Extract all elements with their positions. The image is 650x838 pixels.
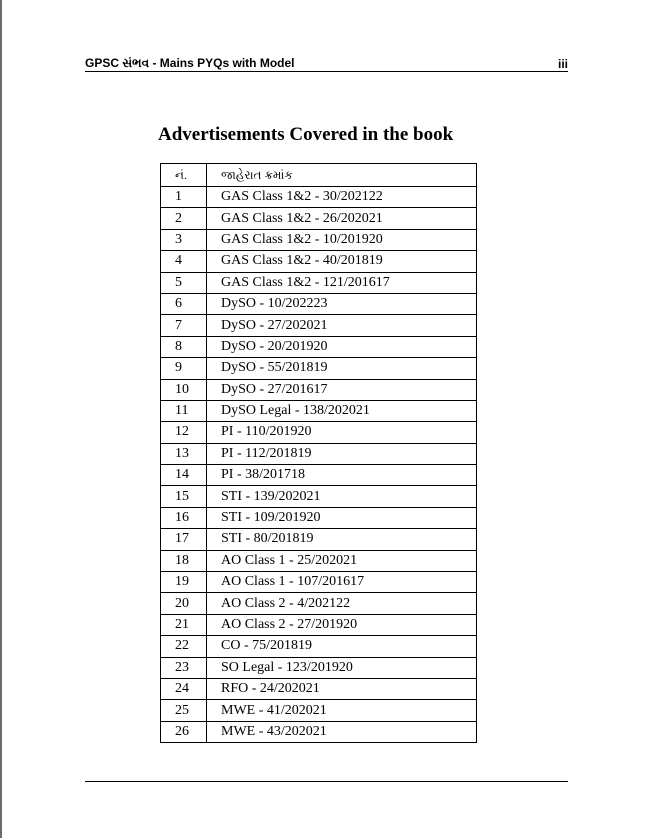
advertisement-number: MWE - 41/202021 (207, 700, 477, 721)
advertisement-number: PI - 112/201819 (207, 443, 477, 464)
table-row (161, 251, 477, 272)
header-rule (85, 71, 568, 72)
row-number: 24 (161, 678, 207, 699)
advertisement-number: STI - 109/201920 (207, 507, 477, 528)
advertisement-number: AO Class 2 - 27/201920 (207, 614, 477, 635)
advertisement-number: PI - 38/201718 (207, 465, 477, 486)
advertisement-number: DySO - 27/202021 (207, 315, 477, 336)
table-header-row (161, 164, 477, 187)
advertisement-number: GAS Class 1&2 - 26/202021 (207, 208, 477, 229)
row-number: 22 (161, 636, 207, 657)
table-row (161, 465, 477, 486)
table-row (161, 614, 477, 635)
table-row (161, 486, 477, 507)
row-number: 13 (161, 443, 207, 464)
row-number: 7 (161, 315, 207, 336)
running-header (85, 56, 568, 71)
advertisement-number: PI - 110/201920 (207, 422, 477, 443)
table-row (161, 529, 477, 550)
advertisement-number: DySO Legal - 138/202021 (207, 400, 477, 421)
header-title: GPSC સંભવ - Mains PYQs with Model (85, 56, 295, 70)
row-number: 14 (161, 465, 207, 486)
table-row (161, 400, 477, 421)
advertisement-number: GAS Class 1&2 - 10/201920 (207, 229, 477, 250)
row-number: 12 (161, 422, 207, 443)
table-row (161, 593, 477, 614)
table-row (161, 657, 477, 678)
table-row (161, 678, 477, 699)
row-number: 9 (161, 358, 207, 379)
page-title: Advertisements Covered in the book (158, 124, 454, 145)
table-row (161, 550, 477, 571)
row-number: 15 (161, 486, 207, 507)
table-row (161, 208, 477, 229)
advertisement-number: CO - 75/201819 (207, 636, 477, 657)
row-number: 10 (161, 379, 207, 400)
advertisement-number: DySO - 10/202223 (207, 293, 477, 314)
row-number: 20 (161, 593, 207, 614)
row-number: 21 (161, 614, 207, 635)
advertisement-number: GAS Class 1&2 - 40/201819 (207, 251, 477, 272)
table-row (161, 315, 477, 336)
row-number: 3 (161, 229, 207, 250)
page-number: iii (557, 57, 568, 71)
table-body (161, 187, 477, 743)
table-row (161, 293, 477, 314)
advertisement-number: DySO - 20/201920 (207, 336, 477, 357)
column-header-number: નં. (161, 164, 207, 187)
advertisements-table (160, 163, 477, 743)
table-row (161, 336, 477, 357)
row-number: 23 (161, 657, 207, 678)
column-header-advertisement: જાહેરાત ક્રમાંક (207, 164, 477, 187)
row-number: 16 (161, 507, 207, 528)
row-number: 8 (161, 336, 207, 357)
row-number: 18 (161, 550, 207, 571)
row-number: 6 (161, 293, 207, 314)
advertisement-number: DySO - 55/201819 (207, 358, 477, 379)
row-number: 1 (161, 187, 207, 208)
table-row (161, 507, 477, 528)
advertisement-number: GAS Class 1&2 - 30/202122 (207, 187, 477, 208)
advertisement-number: STI - 80/201819 (207, 529, 477, 550)
table-row (161, 272, 477, 293)
table-row (161, 379, 477, 400)
row-number: 11 (161, 400, 207, 421)
advertisement-number: AO Class 1 - 107/201617 (207, 572, 477, 593)
advertisement-number: AO Class 2 - 4/202122 (207, 593, 477, 614)
table-row (161, 700, 477, 721)
advertisement-number: RFO - 24/202021 (207, 678, 477, 699)
row-number: 2 (161, 208, 207, 229)
row-number: 19 (161, 572, 207, 593)
row-number: 17 (161, 529, 207, 550)
table-row (161, 358, 477, 379)
table-row (161, 721, 477, 742)
advertisement-number: DySO - 27/201617 (207, 379, 477, 400)
table-row (161, 443, 477, 464)
table-row (161, 229, 477, 250)
advertisement-number: AO Class 1 - 25/202021 (207, 550, 477, 571)
advertisement-number: MWE - 43/202021 (207, 721, 477, 742)
row-number: 4 (161, 251, 207, 272)
advertisement-number: STI - 139/202021 (207, 486, 477, 507)
table-row (161, 572, 477, 593)
footer-rule (85, 781, 568, 782)
table-row (161, 187, 477, 208)
row-number: 5 (161, 272, 207, 293)
table-row (161, 422, 477, 443)
table-row (161, 636, 477, 657)
advertisement-number: GAS Class 1&2 - 121/201617 (207, 272, 477, 293)
page-left-edge (0, 0, 2, 838)
advertisement-number: SO Legal - 123/201920 (207, 657, 477, 678)
row-number: 25 (161, 700, 207, 721)
row-number: 26 (161, 721, 207, 742)
